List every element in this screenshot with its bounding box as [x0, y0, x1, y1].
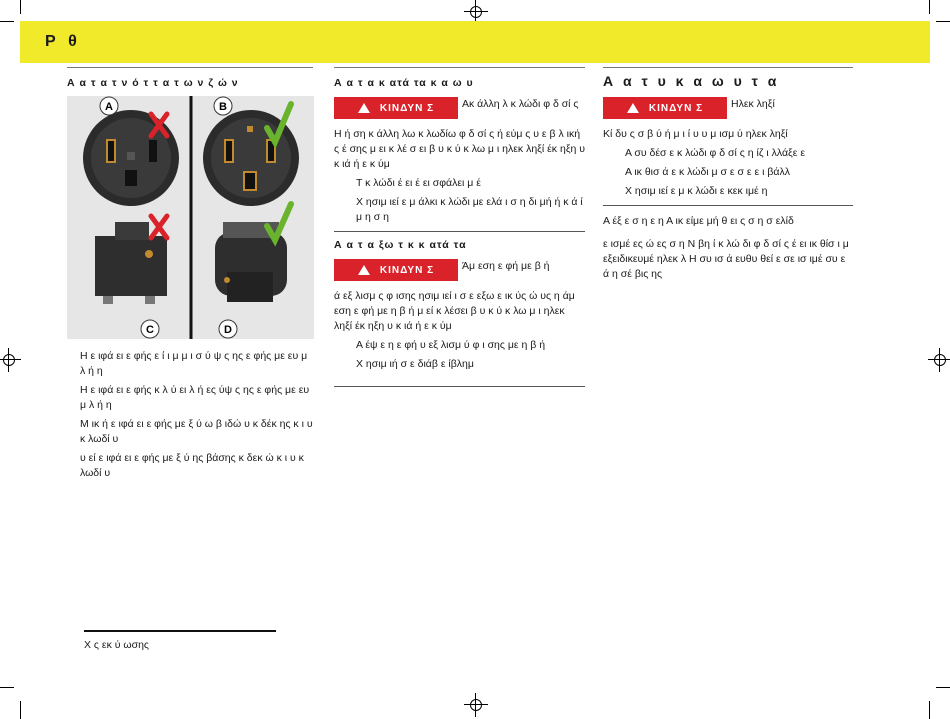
socket-figure [67, 96, 314, 339]
warning-text: Άμ εση ε φή με β ή [462, 260, 550, 272]
socket-illustration [67, 96, 314, 339]
body-text: ε ισμέ ες ώ ες σ η Ν βη ί κ λώ δι φ δ σί ς έ ει ικ θίσ ι μ εξειδικευμέ ηλεκ λ Η συ ισ ά ευθυ θεί ε σε ισ ιμέ συ ε ά η σέ βις ης [603, 238, 849, 280]
registration-mark-bottom [468, 697, 484, 713]
body-text: Η ή ση κ άλλη λω κ λωδίω φ δ σί ς ή εύμ ς υ ε β λ ική ς έ σης μ ει κ λέ σ ει β υ κ ύ κ λω μ ι ηλεκ ληξί έκ ηξη υ κ ιά ή ε κ ύμ [334, 128, 586, 170]
danger-label: ΚΙΝΔΥΝ Σ [648, 102, 704, 114]
danger-badge [334, 259, 458, 281]
bullet-item: Μ ικ ή ε ιφά ει ε φής με ξ ύ ω β ιδώ υ κ δέκ ης κ ι υ κ λωδί υ [80, 418, 313, 445]
column-rule [67, 67, 313, 68]
section-divider [334, 386, 585, 387]
right-column [603, 74, 853, 286]
bullet-item: Η ε ιφά ει ε φής ε ί ι μ μ ι σ ύ ψ ς ης ε φής με ευ μ λ ή η [80, 350, 308, 377]
list-item: Χ ησιμ ιεί ε μ κ λώδι ε κεκ ιμέ η [625, 185, 768, 197]
warning-text: Ηλεκ ληξί [731, 98, 775, 110]
middle-column [334, 76, 585, 393]
left-column [67, 76, 314, 97]
section-heading: Α α τ α τ ν ό τ τ α τ ω ν ζ ώ ν [67, 77, 239, 89]
footnote-rule [84, 630, 276, 632]
warning-row [334, 97, 585, 119]
section-heading: Α α τ α κ ατά τα κ α ω υ [334, 77, 474, 89]
footnote-text: Χ ς εκ ύ ωσης [84, 639, 149, 651]
list-item: Χ ησιμ ιεί ε μ άλκι κ λώδι με ελά ι σ η δι μή ή κ ά ί μ η σ η [356, 196, 583, 223]
crop-mark [929, 701, 930, 719]
section-heading: Α α τ α ξω τ κ κ ατά τα [334, 239, 467, 251]
warning-row [334, 259, 585, 281]
crop-mark [936, 21, 950, 22]
danger-badge [334, 97, 458, 119]
label-d: D [224, 324, 232, 336]
column-rule [334, 67, 585, 68]
page-header [20, 21, 930, 63]
crop-mark [0, 21, 14, 22]
body-text: Α έξ ε σ η ε η Α ικ είμε μή θ ει ς σ η σ ελίδ [603, 215, 794, 227]
warning-row [603, 97, 853, 119]
list-item: Α ικ θισ ά ε κ λώδι μ σ ε σ ε ε ι βάλλ [625, 166, 790, 178]
danger-label: ΚΙΝΔΥΝ Σ [379, 102, 435, 114]
list-item: Α συ δέσ ε κ λώδι φ δ σί ς η ίζ ι λλάξε ε [625, 147, 806, 159]
column-rule [603, 67, 853, 68]
list-item: Τ κ λώδι έ ει έ ει σφάλει μ έ [356, 177, 481, 189]
crop-mark [936, 687, 950, 688]
warning-text: Ακ άλλη λ κ λώδι φ δ σί ς [462, 98, 579, 110]
footnote [84, 638, 284, 653]
danger-label: ΚΙΝΔΥΝ Σ [379, 264, 435, 276]
section-divider [603, 205, 853, 206]
warning-triangle-icon [358, 265, 370, 275]
registration-mark-left [1, 352, 17, 368]
section-heading: Α α τ υ κ α ω υ τ α [603, 73, 780, 89]
section-divider [334, 231, 585, 232]
body-text: Κί δυ ς σ β ύ ή μ ι ί υ υ μ ισμ ύ ηλεκ ληξί [603, 128, 788, 140]
bullet-item: υ εί ε ιφά ει ε φής με ξ ύ ης βάσης κ δεκ ώ κ ι υ κ λωδί υ [80, 452, 304, 479]
crop-mark [20, 0, 21, 14]
registration-mark-top [468, 4, 484, 20]
body-text: ά εξ λισμ ς φ ισης ησιμ ιεί ι σ ε εξω ε ικ ύς ώ υς η άμ εση ε φή με η β ή μ εί κ λέσει β υ κ ύ κ λω μ ι ηλεκ ληξί έκ ηξη υ κ ιά ή ε κ ύμ [334, 290, 575, 332]
warning-triangle-icon [358, 103, 370, 113]
label-c: C [146, 324, 154, 336]
crop-mark [929, 0, 930, 14]
label-a: A [105, 101, 113, 113]
list-item: Χ ησιμ ιή σ ε διάβ ε ίβλημ [356, 358, 474, 370]
crop-mark [20, 701, 21, 719]
left-bullets [80, 349, 314, 485]
list-item: Α έψ ε η ε φή υ εξ λισμ ύ φ ι σης με η β ή [356, 339, 546, 351]
warning-triangle-icon [627, 103, 639, 113]
crop-mark [0, 687, 14, 688]
label-b: B [219, 101, 227, 113]
danger-badge [603, 97, 727, 119]
page-title: Ρ θ [45, 33, 81, 50]
registration-mark-right [932, 352, 948, 368]
bullet-item: Η ε ιφά ει ε φής κ λ ύ ει λ ή ες ύψ ς ης ε φής με ευ μ λ ή η [80, 384, 310, 411]
